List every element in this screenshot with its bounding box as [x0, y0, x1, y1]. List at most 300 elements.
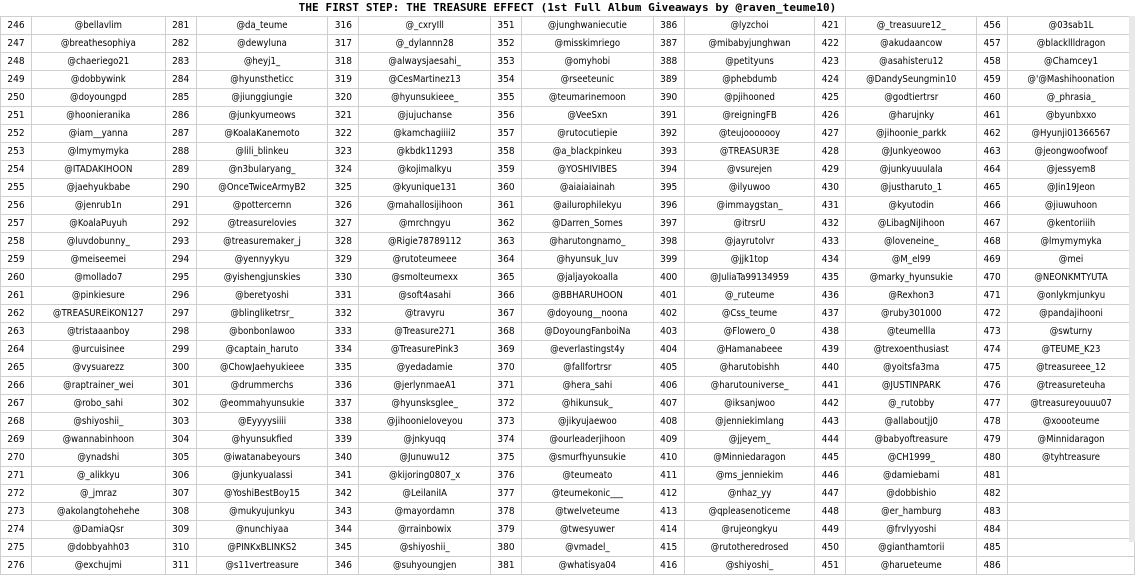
entry-number[interactable]: 399 [653, 251, 684, 269]
entry-number[interactable]: 485 [977, 539, 1008, 557]
entry-number[interactable]: 447 [815, 485, 846, 503]
entry-handle[interactable]: @shiyoshii_ [31, 413, 165, 431]
entry-handle[interactable]: @treasuremaker_j [196, 233, 328, 251]
entry-number[interactable]: 311 [165, 557, 196, 575]
entry-handle[interactable]: @JUSTINPARK [846, 377, 977, 395]
entry-handle[interactable]: @immaygstan_ [684, 197, 815, 215]
entry-number[interactable]: 431 [815, 197, 846, 215]
entry-handle[interactable]: @jiuwuhoon [1008, 197, 1135, 215]
entry-handle[interactable]: @junghwaniecutie [521, 17, 653, 35]
entry-number[interactable]: 328 [328, 233, 359, 251]
entry-number[interactable]: 354 [491, 71, 522, 89]
entry-handle[interactable]: @aiaiaiainah [521, 179, 653, 197]
entry-handle[interactable]: @rujeongkyu [684, 521, 815, 539]
empty-cell[interactable] [1008, 467, 1135, 485]
entry-handle[interactable]: @jikyujaewoo [521, 413, 653, 431]
entry-number[interactable]: 408 [653, 413, 684, 431]
entry-handle[interactable]: @misskimriego [521, 35, 653, 53]
entry-handle[interactable]: @teumellla [846, 323, 977, 341]
entry-handle[interactable]: @kentoriiih [1008, 215, 1135, 233]
entry-number[interactable]: 435 [815, 269, 846, 287]
entry-handle[interactable]: @bonbonlawoo [196, 323, 328, 341]
entry-handle[interactable]: @_cxryIll [359, 17, 491, 35]
entry-handle[interactable]: @tyhtreasure [1008, 449, 1135, 467]
entry-number[interactable]: 326 [328, 197, 359, 215]
entry-number[interactable]: 465 [977, 179, 1008, 197]
entry-handle[interactable]: @babyoftreasure [846, 431, 977, 449]
entry-handle[interactable]: @LibagNiJihoon [846, 215, 977, 233]
entry-handle[interactable]: @Junuwu12 [359, 449, 491, 467]
entry-handle[interactable]: @jessyem8 [1008, 161, 1135, 179]
entry-handle[interactable]: @doyoungpd [31, 89, 165, 107]
entry-number[interactable]: 416 [653, 557, 684, 575]
entry-handle[interactable]: @teumeato [521, 467, 653, 485]
entry-number[interactable]: 273 [1, 503, 32, 521]
entry-number[interactable]: 380 [491, 539, 522, 557]
entry-number[interactable]: 486 [977, 557, 1008, 575]
entry-number[interactable]: 389 [653, 71, 684, 89]
entry-handle[interactable]: @jujuchanse [359, 107, 491, 125]
entry-number[interactable]: 320 [328, 89, 359, 107]
entry-handle[interactable]: @doyoung__noona [521, 305, 653, 323]
entry-number[interactable]: 325 [328, 179, 359, 197]
entry-number[interactable]: 276 [1, 557, 32, 575]
entry-number[interactable]: 251 [1, 107, 32, 125]
entry-number[interactable]: 309 [165, 521, 196, 539]
entry-number[interactable]: 410 [653, 449, 684, 467]
entry-number[interactable]: 422 [815, 35, 846, 53]
entry-number[interactable]: 402 [653, 305, 684, 323]
entry-number[interactable]: 404 [653, 341, 684, 359]
entry-number[interactable]: 376 [491, 467, 522, 485]
entry-number[interactable]: 255 [1, 179, 32, 197]
entry-number[interactable]: 259 [1, 251, 32, 269]
entry-handle[interactable]: @shiyoshii_ [359, 539, 491, 557]
entry-handle[interactable]: @tristaaanboy [31, 323, 165, 341]
entry-handle[interactable]: @KoalaKanemoto [196, 125, 328, 143]
entry-handle[interactable]: @jeongwoofwoof [1008, 143, 1135, 161]
entry-number[interactable]: 269 [1, 431, 32, 449]
entry-handle[interactable]: @pinkiesure [31, 287, 165, 305]
entry-number[interactable]: 286 [165, 107, 196, 125]
entry-handle[interactable]: @captain_haruto [196, 341, 328, 359]
entry-handle[interactable]: @NEONKMTYUTA [1008, 269, 1135, 287]
entry-handle[interactable]: @petityuns [684, 53, 815, 71]
entry-number[interactable]: 250 [1, 89, 32, 107]
entry-number[interactable]: 254 [1, 161, 32, 179]
entry-handle[interactable]: @_jmraz [31, 485, 165, 503]
entry-handle[interactable]: @soft4asahi [359, 287, 491, 305]
entry-handle[interactable]: @reigningFB [684, 107, 815, 125]
entry-handle[interactable]: @dobbyahh03 [31, 539, 165, 557]
entry-handle[interactable]: @treasureee_12 [1008, 359, 1135, 377]
entry-number[interactable]: 421 [815, 17, 846, 35]
entry-number[interactable]: 306 [165, 467, 196, 485]
entry-number[interactable]: 457 [977, 35, 1008, 53]
entry-handle[interactable]: @Flowero_0 [684, 323, 815, 341]
entry-handle[interactable]: @BBHARUHOON [521, 287, 653, 305]
entry-number[interactable]: 398 [653, 233, 684, 251]
entry-number[interactable]: 436 [815, 287, 846, 305]
entry-handle[interactable]: @rutotheredrosed [684, 539, 815, 557]
entry-number[interactable]: 437 [815, 305, 846, 323]
entry-number[interactable]: 296 [165, 287, 196, 305]
entry-number[interactable]: 249 [1, 71, 32, 89]
entry-handle[interactable]: @allaboutjj0 [846, 413, 977, 431]
entry-handle[interactable]: @nunchiyaa [196, 521, 328, 539]
entry-handle[interactable]: @yennyykyu [196, 251, 328, 269]
entry-number[interactable]: 310 [165, 539, 196, 557]
entry-handle[interactable]: @kijoring0807_x [359, 467, 491, 485]
entry-number[interactable]: 358 [491, 143, 522, 161]
entry-number[interactable]: 330 [328, 269, 359, 287]
entry-handle[interactable]: @hyunstheticc [196, 71, 328, 89]
entry-handle[interactable]: @luvdobunny_ [31, 233, 165, 251]
entry-number[interactable]: 390 [653, 89, 684, 107]
entry-number[interactable]: 374 [491, 431, 522, 449]
entry-number[interactable]: 253 [1, 143, 32, 161]
entry-number[interactable]: 460 [977, 89, 1008, 107]
entry-handle[interactable]: @treasurelovies [196, 215, 328, 233]
entry-handle[interactable]: @junkyumeows [196, 107, 328, 125]
entry-number[interactable]: 338 [328, 413, 359, 431]
entry-number[interactable]: 441 [815, 377, 846, 395]
entry-number[interactable]: 275 [1, 539, 32, 557]
entry-handle[interactable]: @swturny [1008, 323, 1135, 341]
entry-handle[interactable]: @mayordamn [359, 503, 491, 521]
entry-number[interactable]: 476 [977, 377, 1008, 395]
entry-number[interactable]: 427 [815, 125, 846, 143]
entry-handle[interactable]: @pottercernn [196, 197, 328, 215]
entry-handle[interactable]: @kbdk11293 [359, 143, 491, 161]
entry-handle[interactable]: @jaljayokoalla [521, 269, 653, 287]
entry-number[interactable]: 345 [328, 539, 359, 557]
entry-number[interactable]: 405 [653, 359, 684, 377]
entry-number[interactable]: 304 [165, 431, 196, 449]
entry-handle[interactable]: @ilyuwoo [684, 179, 815, 197]
entry-number[interactable]: 321 [328, 107, 359, 125]
entry-handle[interactable]: @Css_teume [684, 305, 815, 323]
entry-number[interactable]: 246 [1, 17, 32, 35]
entry-handle[interactable]: @smolteumexx [359, 269, 491, 287]
entry-number[interactable]: 288 [165, 143, 196, 161]
entry-handle[interactable]: @Darren_Somes [521, 215, 653, 233]
entry-handle[interactable]: @jerlynmaeA1 [359, 377, 491, 395]
entry-handle[interactable]: @omyhobi [521, 53, 653, 71]
entry-handle[interactable]: @harueteume [846, 557, 977, 575]
entry-number[interactable]: 343 [328, 503, 359, 521]
entry-handle[interactable]: @vysuarezz [31, 359, 165, 377]
entry-number[interactable]: 391 [653, 107, 684, 125]
entry-handle[interactable]: @ourleaderjihoon [521, 431, 653, 449]
entry-handle[interactable]: @kamchagiiii2 [359, 125, 491, 143]
entry-handle[interactable]: @TEUME_K23 [1008, 341, 1135, 359]
entry-number[interactable]: 379 [491, 521, 522, 539]
entry-handle[interactable]: @meiseemei [31, 251, 165, 269]
entry-number[interactable]: 388 [653, 53, 684, 71]
entry-number[interactable]: 331 [328, 287, 359, 305]
entry-number[interactable]: 281 [165, 17, 196, 35]
entry-handle[interactable]: @Chamcey1 [1008, 53, 1135, 71]
entry-handle[interactable]: @a_blackpinkeu [521, 143, 653, 161]
entry-number[interactable]: 471 [977, 287, 1008, 305]
entry-number[interactable]: 438 [815, 323, 846, 341]
entry-handle[interactable]: @lmymymyka [31, 143, 165, 161]
entry-number[interactable]: 396 [653, 197, 684, 215]
entry-number[interactable]: 462 [977, 125, 1008, 143]
entry-handle[interactable]: @ITADAKIHOON [31, 161, 165, 179]
entry-number[interactable]: 308 [165, 503, 196, 521]
entry-number[interactable]: 440 [815, 359, 846, 377]
entry-number[interactable]: 481 [977, 467, 1008, 485]
entry-number[interactable]: 332 [328, 305, 359, 323]
entry-number[interactable]: 362 [491, 215, 522, 233]
entry-number[interactable]: 261 [1, 287, 32, 305]
entry-number[interactable]: 467 [977, 215, 1008, 233]
entry-handle[interactable]: @KoalaPuyuh [31, 215, 165, 233]
entry-number[interactable]: 480 [977, 449, 1008, 467]
entry-handle[interactable]: @da_teume [196, 17, 328, 35]
entry-number[interactable]: 367 [491, 305, 522, 323]
entry-handle[interactable]: @eommahyunsukie [196, 395, 328, 413]
entry-number[interactable]: 290 [165, 179, 196, 197]
entry-handle[interactable]: @teujooooooy [684, 125, 815, 143]
entry-number[interactable]: 247 [1, 35, 32, 53]
entry-handle[interactable]: @ailurophilekyu [521, 197, 653, 215]
entry-number[interactable]: 337 [328, 395, 359, 413]
entry-handle[interactable]: @harujnky [846, 107, 977, 125]
entry-handle[interactable]: @rutoteumeee [359, 251, 491, 269]
entry-handle[interactable]: @alwaysjaesahi_ [359, 53, 491, 71]
entry-number[interactable]: 317 [328, 35, 359, 53]
entry-handle[interactable]: @LeilaniIA [359, 485, 491, 503]
entry-number[interactable]: 361 [491, 197, 522, 215]
entry-handle[interactable]: @harutobishh [684, 359, 815, 377]
entry-handle[interactable]: @_phrasia_ [1008, 89, 1135, 107]
entry-number[interactable]: 352 [491, 35, 522, 53]
entry-handle[interactable]: @harutouniverse_ [684, 377, 815, 395]
entry-number[interactable]: 268 [1, 413, 32, 431]
entry-handle[interactable]: @rrainbowix [359, 521, 491, 539]
entry-number[interactable]: 448 [815, 503, 846, 521]
entry-number[interactable]: 445 [815, 449, 846, 467]
entry-handle[interactable]: @er_hamburg [846, 503, 977, 521]
entry-number[interactable]: 270 [1, 449, 32, 467]
entry-number[interactable]: 336 [328, 377, 359, 395]
entry-number[interactable]: 413 [653, 503, 684, 521]
entry-number[interactable]: 483 [977, 503, 1008, 521]
entry-number[interactable]: 363 [491, 233, 522, 251]
entry-number[interactable]: 356 [491, 107, 522, 125]
entry-handle[interactable]: @JuliaTa99134959 [684, 269, 815, 287]
entry-number[interactable]: 403 [653, 323, 684, 341]
entry-number[interactable]: 323 [328, 143, 359, 161]
entry-handle[interactable]: @pjihooned [684, 89, 815, 107]
entry-number[interactable]: 263 [1, 323, 32, 341]
entry-number[interactable]: 479 [977, 431, 1008, 449]
entry-number[interactable]: 463 [977, 143, 1008, 161]
entry-number[interactable]: 446 [815, 467, 846, 485]
entry-number[interactable]: 370 [491, 359, 522, 377]
entry-number[interactable]: 355 [491, 89, 522, 107]
entry-handle[interactable]: @kyunique131 [359, 179, 491, 197]
entry-handle[interactable]: @_dylannn28 [359, 35, 491, 53]
entry-number[interactable]: 412 [653, 485, 684, 503]
entry-handle[interactable]: @trexoenthusiast [846, 341, 977, 359]
entry-handle[interactable]: @suhyoungjen [359, 557, 491, 575]
empty-cell[interactable] [1008, 557, 1135, 575]
entry-number[interactable]: 442 [815, 395, 846, 413]
entry-number[interactable]: 319 [328, 71, 359, 89]
entry-handle[interactable]: @yoitsfa3ma [846, 359, 977, 377]
entry-handle[interactable]: @TREASUR3E [684, 143, 815, 161]
entry-number[interactable]: 375 [491, 449, 522, 467]
entry-handle[interactable]: @DandySeungmin10 [846, 71, 977, 89]
entry-number[interactable]: 444 [815, 431, 846, 449]
entry-number[interactable]: 433 [815, 233, 846, 251]
entry-number[interactable]: 359 [491, 161, 522, 179]
entry-handle[interactable]: @Hamanabeee [684, 341, 815, 359]
entry-number[interactable]: 478 [977, 413, 1008, 431]
entry-handle[interactable]: @hyunsksglee_ [359, 395, 491, 413]
scroll-strip[interactable] [1129, 16, 1135, 542]
entry-number[interactable]: 456 [977, 17, 1008, 35]
entry-handle[interactable]: @breathesophiya [31, 35, 165, 53]
entry-number[interactable]: 264 [1, 341, 32, 359]
entry-number[interactable]: 451 [815, 557, 846, 575]
entry-number[interactable]: 297 [165, 305, 196, 323]
entry-number[interactable]: 449 [815, 521, 846, 539]
entry-handle[interactable]: @byunbxxo [1008, 107, 1135, 125]
entry-number[interactable]: 430 [815, 179, 846, 197]
entry-handle[interactable]: @_treasuure12_ [846, 17, 977, 35]
entry-number[interactable]: 335 [328, 359, 359, 377]
entry-number[interactable]: 393 [653, 143, 684, 161]
entry-number[interactable]: 344 [328, 521, 359, 539]
entry-handle[interactable]: @lmymymyka [1008, 233, 1135, 251]
entry-number[interactable]: 373 [491, 413, 522, 431]
entry-number[interactable]: 322 [328, 125, 359, 143]
entry-number[interactable]: 425 [815, 89, 846, 107]
entry-handle[interactable]: @beretyoshi [196, 287, 328, 305]
entry-number[interactable]: 378 [491, 503, 522, 521]
entry-number[interactable]: 414 [653, 521, 684, 539]
entry-handle[interactable]: @pandajihooni [1008, 305, 1135, 323]
entry-handle[interactable]: @hera_sahi [521, 377, 653, 395]
entry-number[interactable]: 477 [977, 395, 1008, 413]
entry-handle[interactable]: @yishengjunskies [196, 269, 328, 287]
entry-handle[interactable]: @junkyualassi [196, 467, 328, 485]
entry-handle[interactable]: @fallfortrsr [521, 359, 653, 377]
entry-number[interactable]: 327 [328, 215, 359, 233]
entry-number[interactable]: 271 [1, 467, 32, 485]
entry-number[interactable]: 439 [815, 341, 846, 359]
entry-number[interactable]: 428 [815, 143, 846, 161]
entry-handle[interactable]: @_rutobby [846, 395, 977, 413]
entry-number[interactable]: 472 [977, 305, 1008, 323]
entry-handle[interactable]: @_alikkyu [31, 467, 165, 485]
entry-handle[interactable]: @teumekonic___ [521, 485, 653, 503]
entry-number[interactable]: 459 [977, 71, 1008, 89]
entry-handle[interactable]: @Minniedaragon [684, 449, 815, 467]
entry-handle[interactable]: @rseeteunic [521, 71, 653, 89]
entry-number[interactable]: 300 [165, 359, 196, 377]
entry-handle[interactable]: @nhaz_yy [684, 485, 815, 503]
entry-number[interactable]: 265 [1, 359, 32, 377]
entry-handle[interactable]: @godtiertrsr [846, 89, 977, 107]
entry-handle[interactable]: @CH1999_ [846, 449, 977, 467]
entry-number[interactable]: 285 [165, 89, 196, 107]
entry-number[interactable]: 298 [165, 323, 196, 341]
entry-number[interactable]: 339 [328, 431, 359, 449]
entry-handle[interactable]: @ruby301000 [846, 305, 977, 323]
entry-number[interactable]: 341 [328, 467, 359, 485]
entry-handle[interactable]: @exchujmi [31, 557, 165, 575]
entry-number[interactable]: 256 [1, 197, 32, 215]
entry-number[interactable]: 423 [815, 53, 846, 71]
entry-number[interactable]: 461 [977, 107, 1008, 125]
entry-handle[interactable]: @rutocutiepie [521, 125, 653, 143]
entry-handle[interactable]: @M_el99 [846, 251, 977, 269]
entry-handle[interactable]: @Rexhon3 [846, 287, 977, 305]
entry-handle[interactable]: @lyzchoi [684, 17, 815, 35]
entry-handle[interactable]: @dewyluna [196, 35, 328, 53]
entry-handle[interactable]: @harutongnamo_ [521, 233, 653, 251]
entry-number[interactable]: 473 [977, 323, 1008, 341]
entry-handle[interactable]: @xoooteume [1008, 413, 1135, 431]
entry-handle[interactable]: @jnkyuqq [359, 431, 491, 449]
entry-number[interactable]: 292 [165, 215, 196, 233]
entry-handle[interactable]: @Minnidaragon [1008, 431, 1135, 449]
entry-handle[interactable]: @Junkyeowoo [846, 143, 977, 161]
entry-handle[interactable]: @gianthamtorii [846, 539, 977, 557]
entry-number[interactable]: 443 [815, 413, 846, 431]
entry-handle[interactable]: @hyunsukfied [196, 431, 328, 449]
entry-number[interactable]: 484 [977, 521, 1008, 539]
entry-handle[interactable]: @blackllldragon [1008, 35, 1135, 53]
entry-number[interactable]: 267 [1, 395, 32, 413]
entry-number[interactable]: 387 [653, 35, 684, 53]
entry-number[interactable]: 257 [1, 215, 32, 233]
entry-handle[interactable]: @TreasurePink3 [359, 341, 491, 359]
entry-handle[interactable]: @Jin19Jeon [1008, 179, 1135, 197]
entry-number[interactable]: 394 [653, 161, 684, 179]
entry-number[interactable]: 340 [328, 449, 359, 467]
entry-handle[interactable]: @itrsrU [684, 215, 815, 233]
entry-handle[interactable]: @junkyuuulala [846, 161, 977, 179]
entry-number[interactable]: 283 [165, 53, 196, 71]
entry-handle[interactable]: @robo_sahi [31, 395, 165, 413]
entry-handle[interactable]: @'@Mashihoonation [1008, 71, 1135, 89]
entry-handle[interactable]: @yedadamie [359, 359, 491, 377]
entry-handle[interactable]: @Hyunji01366567 [1008, 125, 1135, 143]
entry-number[interactable]: 464 [977, 161, 1008, 179]
entry-number[interactable]: 424 [815, 71, 846, 89]
entry-handle[interactable]: @jihoonie_parkk [846, 125, 977, 143]
entry-handle[interactable]: @justharuto_1 [846, 179, 977, 197]
entry-number[interactable]: 329 [328, 251, 359, 269]
entry-number[interactable]: 357 [491, 125, 522, 143]
entry-handle[interactable]: @YoshiBestBoy15 [196, 485, 328, 503]
entry-number[interactable]: 252 [1, 125, 32, 143]
entry-number[interactable]: 407 [653, 395, 684, 413]
entry-number[interactable]: 294 [165, 251, 196, 269]
entry-handle[interactable]: @loveneine_ [846, 233, 977, 251]
entry-number[interactable]: 406 [653, 377, 684, 395]
entry-handle[interactable]: @teumarinemoon [521, 89, 653, 107]
entry-handle[interactable]: @akudaancow [846, 35, 977, 53]
entry-handle[interactable]: @urcuisinee [31, 341, 165, 359]
